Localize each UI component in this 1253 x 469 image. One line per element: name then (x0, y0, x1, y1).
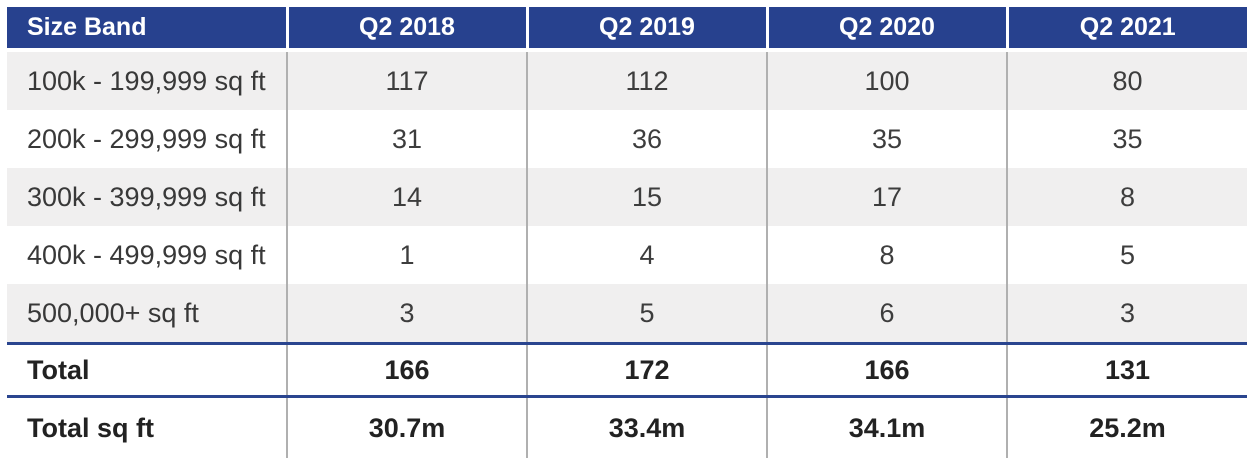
row-label: 400k - 499,999 sq ft (7, 226, 287, 284)
cell-value: 112 (527, 50, 767, 110)
total-sqft-cell-value: 34.1m (767, 397, 1007, 459)
table-row-100k (7, 50, 1247, 110)
cell-value: 3 (1007, 284, 1247, 344)
total-sqft-cell-value: 33.4m (527, 397, 767, 459)
row-label: 300k - 399,999 sq ft (7, 168, 287, 226)
total-sqft-row (7, 397, 1247, 459)
total-sqft-row-label: Total sq ft (7, 397, 287, 459)
column-header-size-band: Size Band (7, 7, 287, 50)
total-row (7, 344, 1247, 397)
cell-value: 35 (767, 110, 1007, 168)
cell-value: 35 (1007, 110, 1247, 168)
cell-value: 8 (1007, 168, 1247, 226)
cell-value: 100 (767, 50, 1007, 110)
row-label: 100k - 199,999 sq ft (7, 50, 287, 110)
cell-value: 4 (527, 226, 767, 284)
column-header-q2-2021: Q2 2021 (1007, 7, 1247, 50)
total-cell-value: 131 (1007, 344, 1247, 397)
cell-value: 5 (1007, 226, 1247, 284)
cell-value: 14 (287, 168, 527, 226)
cell-value: 80 (1007, 50, 1247, 110)
row-label: 500,000+ sq ft (7, 284, 287, 344)
table-row-200k (7, 110, 1247, 168)
total-sqft-cell-value: 25.2m (1007, 397, 1247, 459)
cell-value: 5 (527, 284, 767, 344)
table-row-400k (7, 226, 1247, 284)
column-header-q2-2019: Q2 2019 (527, 7, 767, 50)
cell-value: 6 (767, 284, 1007, 344)
cell-value: 117 (287, 50, 527, 110)
total-cell-value: 166 (287, 344, 527, 397)
cell-value: 15 (527, 168, 767, 226)
cell-value: 8 (767, 226, 1007, 284)
row-label: 200k - 299,999 sq ft (7, 110, 287, 168)
total-sqft-cell-value: 30.7m (287, 397, 527, 459)
total-cell-value: 172 (527, 344, 767, 397)
total-cell-value: 166 (767, 344, 1007, 397)
cell-value: 36 (527, 110, 767, 168)
table-row-500k-plus (7, 284, 1247, 344)
table-row-300k (7, 168, 1247, 226)
total-row-label: Total (7, 344, 287, 397)
size-band-takeup-table (7, 7, 1247, 458)
column-header-q2-2020: Q2 2020 (767, 7, 1007, 50)
cell-value: 17 (767, 168, 1007, 226)
cell-value: 3 (287, 284, 527, 344)
column-header-q2-2018: Q2 2018 (287, 7, 527, 50)
header-row (7, 7, 1247, 50)
cell-value: 31 (287, 110, 527, 168)
cell-value: 1 (287, 226, 527, 284)
